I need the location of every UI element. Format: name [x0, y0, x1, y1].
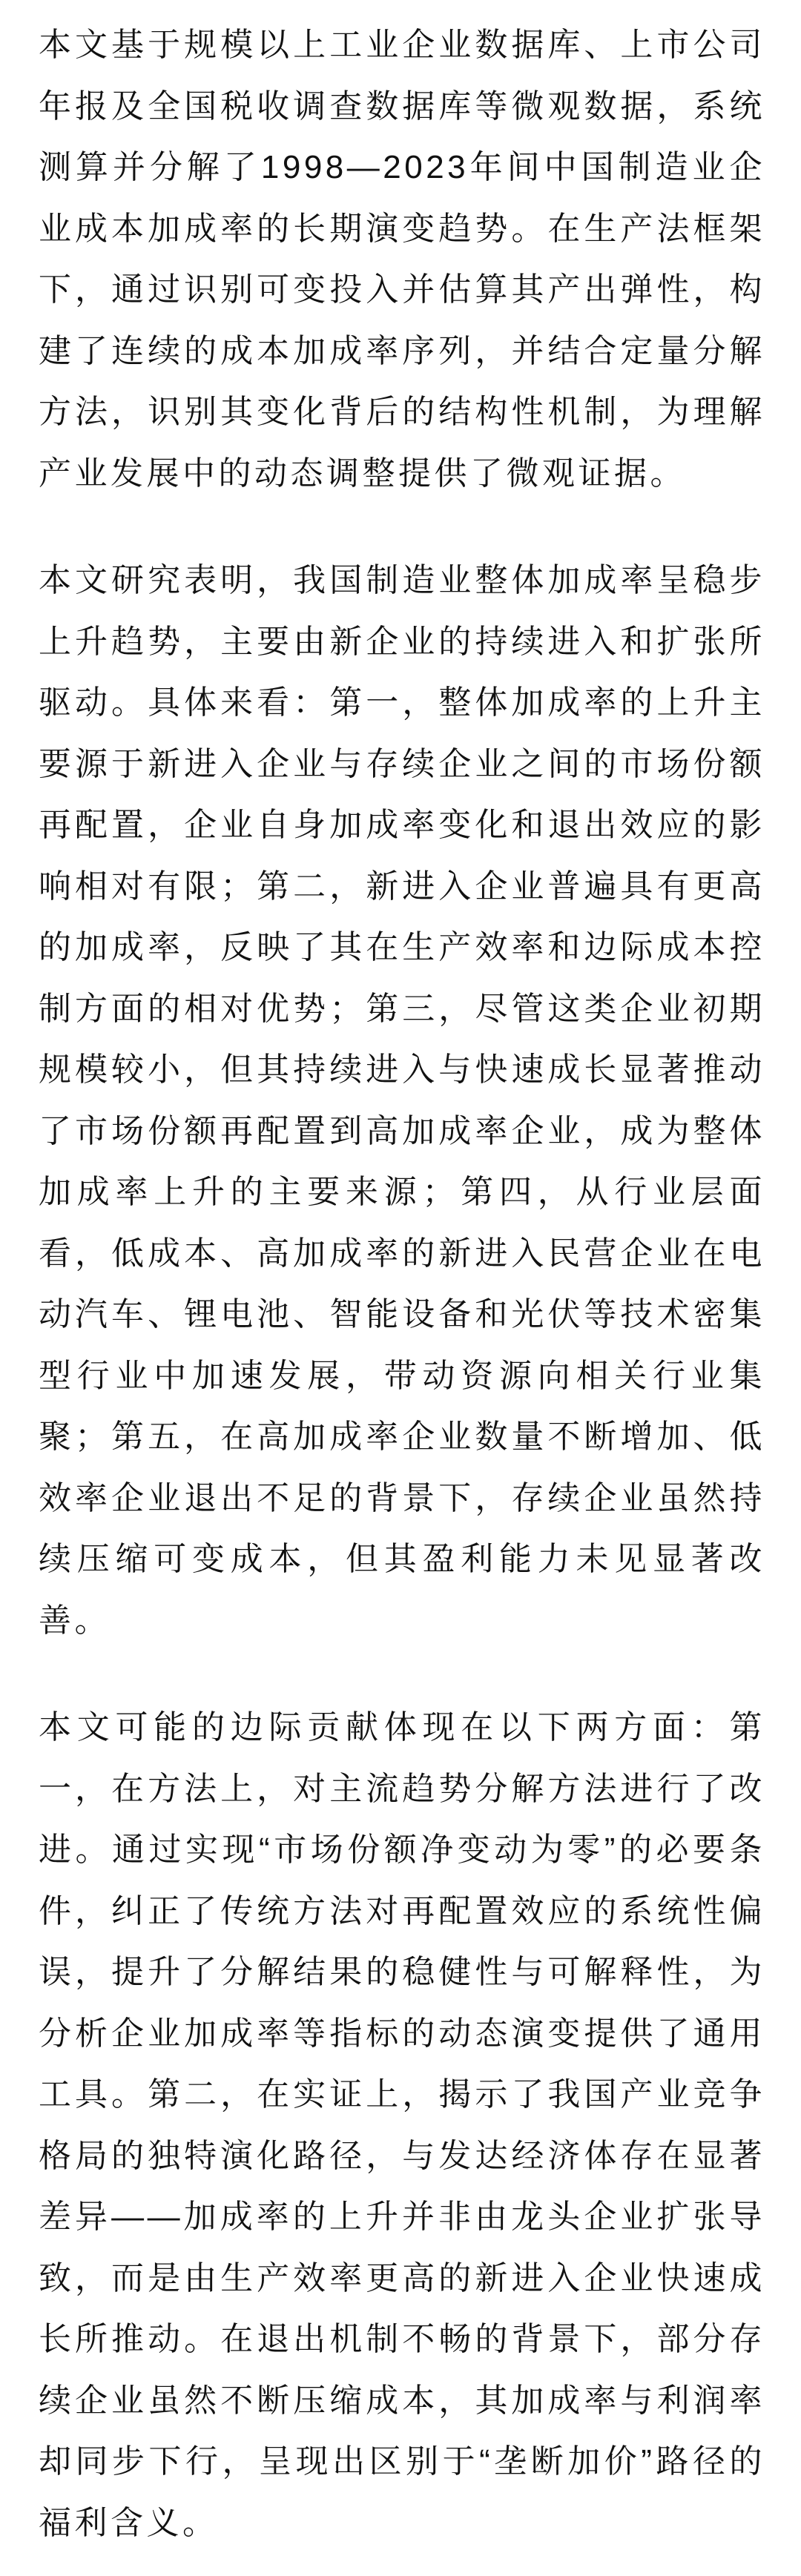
- abstract-paragraph-3: 本文可能的边际贡献体现在以下两方面：第一，在方法上，对主流趋势分解方法进行了改进。通过实现“市场份额净变动为零”的必要条件，纠正了传统方法对再配置效应的系统性偏误，提升了分解结果的稳健性与可解释性，为分析企业加成率等指标的动态演变提供了通用工具。第二，在实证上，揭示了我国产业竞争格局的独特演化路径，与发达经济体存在显著差异——加成率的上升并非由龙头企业扩张导致，而是由生产效率更高的新进入企业快速成长所推动。在退出机制不畅的背景下，部分存续企业虽然不断压缩成本，其加成率与利润率却同步下行，呈现出区别于“垄断加价”路径的福利含义。: [39, 1709, 765, 2541]
- abstract-paragraph-2: 本文研究表明，我国制造业整体加成率呈稳步上升趋势，主要由新企业的持续进入和扩张所驱动。具体来看：第一，整体加成率的上升主要源于新进入企业与存续企业之间的市场份额再配置，企业自身加成率变化和退出效应的影响相对有限；第二，新进入企业普遍具有更高的加成率，反映了其在生产效率和边际成本控制方面的相对优势；第三，尽管这类企业初期规模较小，但其持续进入与快速成长显著推动了市场份额再配置到高加成率企业，成为整体加成率上升的主要来源；第四，从行业层面看，低成本、高加成率的新进入民营企业在电动汽车、锂电池、智能设备和光伏等技术密集型行业中加速发展，带动资源向相关行业集聚；第五，在高加成率企业数量不断增加、低效率企业退出不足的背景下，存续企业虽然持续压缩可变成本，但其盈利能力未见显著改善。: [39, 562, 765, 1639]
- article-body: [39, 15, 765, 2554]
- abstract-paragraph-1: 本文基于规模以上工业企业数据库、上市公司年报及全国税收调查数据库等微观数据，系统测算并分解了1998—2023年间中国制造业企业成本加成率的长期演变趋势。在生产法框架下，通过识别可变投入并估算其产出弹性，构建了连续的成本加成率序列，并结合定量分解方法，识别其变化背后的结构性机制，为理解产业发展中的动态调整提供了微观证据。: [39, 27, 765, 492]
